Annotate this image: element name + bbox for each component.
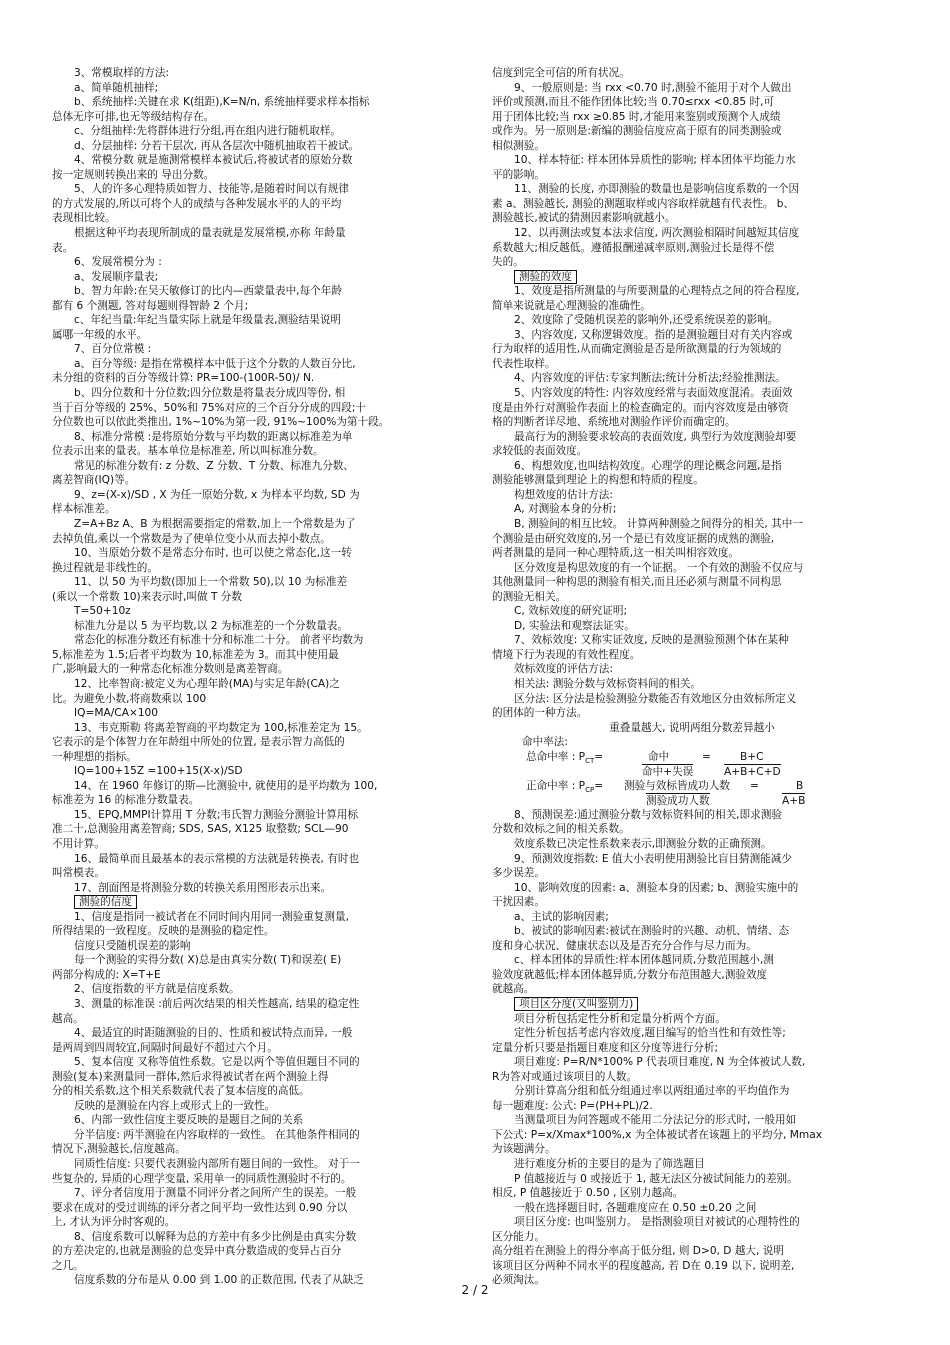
text-line: 区分法: 区分法是检验测验分数能否有效地区分由效标所定义	[514, 692, 797, 705]
text-line: 度是由外行对测验作表面上的检查确定的。而内容效度是由够资	[492, 401, 789, 414]
total-hit-rate-equals: =	[702, 750, 711, 763]
text-line: 分位数也可以依此类推出, 1%~10%为第一段, 91%~100%为第十段。	[52, 416, 390, 429]
text-line: 常态化的标准分数还有标准十分和标准二十分。 前者平均数为	[74, 634, 364, 647]
text-line: 6、构想效度,也叫结构效度。心理学的理论概念问题,是指	[514, 459, 782, 472]
positive-hit-rate-numerator: 测验与效标皆成功人数	[624, 779, 730, 792]
text-line: 定量分析只要是指题目难度和区分度等进行分析;	[492, 1041, 719, 1054]
text-line: 分别计算高分组和低分组通过率以两组通过率的平均值作为	[514, 1085, 790, 1098]
text-line: 常见的标准分数有: z 分数、Z 分数、T 分数、标准九分数、	[74, 459, 354, 472]
text-line: 越高。	[52, 1012, 84, 1025]
text-line: 测验能够测量到理论上的构想和特质的程度。	[492, 474, 704, 487]
text-line: C, 效标效度的研究证明;	[514, 605, 628, 618]
text-line: 10、样本特征: 样本团体异质性的影响; 样本团体平均能力水	[514, 154, 796, 167]
text-line: 3、测量的标准误 :前后两次结果的相关性越高, 结果的稳定性	[74, 998, 360, 1010]
text-line: 8、标准分常模 :是将原始分数与平均数的距离以标准差为单	[74, 430, 353, 443]
text-line: 上, 才认为评分时客观的。	[52, 1216, 176, 1229]
section-heading-box: 测验的信度	[74, 895, 137, 909]
text-line: 系数越大;相反越低。遵循报酬递减率原则,测验过长是得不偿	[492, 241, 775, 254]
text-line: 叫常模表。	[52, 867, 105, 880]
text-line: 1、信度是指同一被试者在不同时间内用同一测验重复测量,	[74, 910, 349, 923]
text-line: 的方式发展的,所以可将个人的成绩与各种发展水平的人的平均	[52, 197, 342, 210]
text-line: 用于团体比较;当 rxx ≥0.85 时,才能用来鉴别或预测个人成绩	[492, 110, 781, 123]
text-line: T=50+10z	[74, 605, 131, 618]
text-line: 4、常模分数 就是施测常模样本被试后,将被试者的原始分数	[74, 154, 353, 167]
text-line: a、主试的影响因素;	[514, 910, 609, 923]
text-line: 2、信度指数的平方就是信度系数。	[74, 983, 240, 996]
text-line: 格的判断者详尽地、系统地对测验作评价而确定的。	[492, 416, 736, 429]
text-line: 当测量项目为问答题或不能用二分法记分的形式时, 一般用如	[514, 1114, 797, 1127]
text-line: 当于百分等级的 25%、50%和 75%对应的三个百分分成的四段;十	[52, 401, 367, 414]
text-line: 该项目区分两种不同水平的程度越高, 若 D在 0.19 以下, 说明差,	[492, 1259, 795, 1272]
total-hit-rate-numerator-line	[492, 750, 892, 765]
text-line: 5、内容效度的特性: 内容效度经常与表面效度混淆。表面效	[514, 387, 793, 400]
text-line: 命中率法:	[522, 736, 568, 749]
text-line: 不用计算。	[52, 837, 105, 850]
text-line: 标准差为 16 的标准分数量表。	[52, 794, 200, 807]
text-line: 求较低的表面效度。	[492, 445, 588, 458]
text-line: B, 测验间的相互比较。 计算两种测验之间得分的相关, 其中一	[514, 517, 803, 530]
section-heading	[492, 997, 892, 1012]
right-column	[492, 66, 892, 1288]
text-line: 10、当原始分数不是常态分布时, 也可以使之常态化,这一转	[74, 547, 352, 560]
text-line: 离差智商(IQ)等。	[52, 474, 136, 487]
text-line: 按一定规则转换出来的 导出分数。	[52, 168, 215, 181]
text-line: 分半信度: 两半测验在内容取样的一致性。 在其他条件相同的	[74, 1128, 360, 1141]
text-line: 是两周到四周较宜,间隔时间最好不超过六个月。	[52, 1041, 278, 1054]
text-line: 失的。	[492, 256, 524, 269]
text-line: c、分组抽样:先将群体进行分组,再在组内进行随机取样。	[74, 125, 342, 138]
text-line: 下公式: P=x/Xmax*100%,x 为全体被试者在该题上的平均分, Mmax	[492, 1128, 823, 1141]
text-line: b、智力年龄:在吴天敏修订的比内—西蒙量表中,每个年龄	[74, 285, 342, 298]
text-line: 必须淘汰。	[492, 1274, 545, 1287]
text-line: 情况下,测验越长,信度越高。	[52, 1143, 186, 1156]
text-line: 一种理想的指标。	[52, 750, 137, 763]
text-line: 同质性信度: 只要代表测验内部所有题目间的一致性。 对于一	[74, 1158, 360, 1171]
right-column-part-b	[492, 808, 892, 1288]
positive-hit-rate-denominator-line	[492, 793, 892, 808]
text-line: 相关法: 测验分数与效标资料间的相关。	[514, 677, 702, 690]
text-line: 效度系数已决定性系数来表示,即测验分数的正确预测。	[514, 837, 772, 850]
text-line: 5、人的许多心理特质如智力、技能等,是随着时间以有规律	[74, 183, 349, 196]
positive-hit-rate-label: 正命中率 : $P_{CP}=$	[526, 779, 604, 794]
positive-hit-rate-numerator-letters: B	[796, 779, 804, 792]
text-line: 就越高。	[492, 983, 535, 996]
text-line: 进行难度分析的主要目的是为了筛选题目	[514, 1158, 705, 1171]
text-line: 每一个测验的实得分数( X)总是由真实分数( T)和误差( E)	[74, 954, 342, 967]
text-line: 6、内部一致性信度主要反映的是题目之间的关系	[74, 1114, 304, 1127]
text-line: 去掉负值,乘以一个常数是为了使单位变小从而去掉小数点。	[52, 532, 331, 545]
total-hit-rate-denominator-line	[492, 764, 892, 779]
text-line: 6、发展常模分为 :	[74, 256, 162, 269]
text-line: 项目难度: P=R/N*100% P 代表项目难度, N 为全体被试人数,	[514, 1056, 806, 1069]
text-line: IQ=MA/CA×100	[74, 707, 159, 720]
text-line: 行为取样的适用性,从而确定测验是否是所欲测量的行为领域的	[492, 343, 782, 356]
text-line: 每一题难度: 公式: P=(PH+PL)/2.	[492, 1099, 653, 1112]
text-line: 8、预测误差:通过测验分数与效标资料间的相关,即求测验	[514, 808, 782, 821]
text-line: 4、内容效度的评估:专家判断法;统计分析法;经验推测法。	[514, 372, 786, 385]
text-line: 评价或预测,而且不能作团体比较;当 0.70≤rxx <0.85 时,可	[492, 96, 775, 109]
text-line: 11、以 50 为平均数(即加上一个常数 50),以 10 为标准差	[74, 576, 348, 589]
text-line: 5、复本信度 又称等值性系数。它是以两个等值但题目不同的	[74, 1056, 360, 1069]
text-line: 比。为避免小数,将商数乘以 100	[52, 692, 207, 705]
text-line: a、百分等级: 是指在常模样本中低于这个分数的人数百分比,	[74, 357, 356, 370]
text-line: 17、剖面图是将测验分数的转换关系用图形表示出来。	[74, 881, 332, 894]
text-line: 一般在选择题目时, 各题难度应在 0.50 ±0.20 之间	[514, 1201, 757, 1214]
text-line: 14、在 1960 年修订的斯—比测验中, 就使用的是平均数为 100,	[74, 779, 378, 792]
text-line: 位表示出来的量表。基本单位是标准差, 所以叫标准分数。	[52, 445, 324, 458]
text-line: 度和身心状况、健康状态以及是否充分合作与尽力而为。	[492, 939, 757, 952]
text-line: 所得结果的一致程度。反映的是测验的稳定性。	[52, 925, 275, 938]
text-line: 两部分构成的: X=T+E	[52, 968, 161, 981]
text-line: 12、比率智商:被定义为心理年龄(MA)与实足年龄(CA)之	[74, 677, 340, 690]
text-line: 样本标准差。	[52, 503, 116, 516]
text-line: b、系统抽样:关键在求 K(组距),K=N/n, 系统抽样要求样本指标	[74, 96, 370, 109]
text-line: 9、一般原则是: 当 rxx <0.70 时,测验不能用于对个人做出	[514, 81, 792, 94]
text-line: 7、百分位常模 :	[74, 343, 152, 356]
text-line: 3、内容效度, 又称逻辑效度。指的是测验题目对有关内容或	[514, 328, 793, 341]
text-line: c、年纪当量:年纪当量实际上就是年级量表,测验结果说明	[74, 314, 342, 327]
text-line: 的团体的一种方法。	[492, 707, 588, 720]
text-line: d、分层抽样: 分若干层次, 再从各层次中随机抽取若干被试。	[74, 139, 360, 152]
text-line: 13、韦克斯勒 将离差智商的平均数定为 100,标准差定为 15。	[74, 721, 368, 734]
text-line: 信度只受随机误差的影响	[74, 939, 191, 952]
total-hit-rate-numerator: 命中	[648, 750, 670, 763]
text-line: 区分能力。	[492, 1230, 545, 1243]
text-line: 重叠量越大, 说明两组分数差异越小	[609, 721, 775, 734]
positive-hit-rate-numerator-line	[492, 779, 892, 794]
page-number: 2 / 2	[461, 1283, 489, 1297]
text-line: 表现相比较。	[52, 212, 116, 225]
text-line: 素 a、测验越长, 测验的测题取样或内容取样就越有代表性。 b、	[492, 197, 795, 210]
text-line: b、四分位数和十分位数;四分位数是将量表分成四等份, 相	[74, 387, 346, 400]
text-line: 其他测量同一种构思的测验有相关,而且还必须与测量不同构思	[492, 576, 782, 589]
text-line: 定性分析包括考虑内容效度,题目编写的恰当性和有效性等;	[514, 1027, 786, 1040]
text-line: 相似测验。	[492, 139, 545, 152]
text-line: 9、预测效度指数: E 值大小表明使用测验比盲目猜测能减少	[514, 852, 792, 865]
positive-hit-rate-denominator-letters: A+B	[782, 795, 806, 808]
text-line: 多少误差。	[492, 867, 545, 880]
text-line: 测验越长,被试的猜测因素影响就越小。	[492, 212, 676, 225]
text-line: 区分效度是构思效度的有一个证据。 一个有效的测验不仅应与	[514, 561, 804, 574]
text-line: 标准九分是以 5 为平均数,以 2 为标准差的一个分数量表。	[74, 619, 348, 632]
text-line: A, 对测验本身的分析;	[514, 503, 617, 516]
text-line: 11、测验的长度, 亦即测验的数量也是影响信度系数的一个因	[514, 183, 800, 196]
text-line: 验效度就越低;样本团体越异质,分数分布范围越大,测验效度	[492, 968, 768, 981]
text-line: 15、EPQ,MMPI计算用 T 分数;韦氏智力测验分测验计算用标	[74, 808, 359, 821]
text-line: 分数和效标之间的相关系数。	[492, 823, 630, 836]
text-line: 8、信度系数可以解释为总的方差中有多少比例是由真实分数	[74, 1230, 357, 1243]
text-line: 的测验无相关。	[492, 590, 567, 603]
text-line: 为该题满分。	[492, 1143, 556, 1156]
text-line: 情境下行为表现的有效性程度。	[492, 648, 641, 661]
text-line: 总体无序可排,也无等级结构存在。	[52, 110, 215, 123]
section-heading	[52, 895, 452, 910]
positive-hit-rate-equals: =	[750, 779, 759, 792]
text-line: 10、影响效度的因素: a、测验本身的因素; b、测验实施中的	[514, 881, 799, 894]
section-heading-box: 测验的效度	[514, 270, 577, 284]
text-line: 测验(复本)来测量同一群体,然后求得被试者在两个测验上得	[52, 1070, 329, 1083]
text-line: 高分组若在测验上的得分率高于低分组, 则 D>0, D 越大, 说明	[492, 1245, 784, 1258]
text-line: 最高行为的测验要求较高的表面效度, 典型行为效度测验却要	[514, 430, 797, 443]
text-line: 平的影响。	[492, 168, 545, 181]
total-hit-rate-numerator-letters: B+C	[740, 750, 764, 763]
text-line: 反映的是测验在内容上或形式上的一致性。	[74, 1099, 276, 1112]
text-line: 信度系数的分布是从 0.00 到 1.00 的正数范围, 代表了从缺乏	[74, 1274, 364, 1287]
text-line: 两者测量的是同一种心理特质,这一相关叫相容效度。	[492, 547, 740, 560]
text-line: 7、评分者信度用于测量不同评分者之间所产生的误差。一般	[74, 1187, 357, 1200]
total-hit-rate-label: 总命中率 : $P_{CT}=$	[526, 750, 604, 765]
positive-hit-rate-denominator: 测验成功人数	[646, 795, 710, 808]
right-column-part-a	[492, 66, 892, 750]
text-line: 表。	[52, 241, 74, 254]
text-line: 7、效标效度: 又称实证效度, 反映的是测验预测个体在某种	[514, 634, 789, 647]
text-line: 或作为。另一原则是:新编的测验信度应高于原有的同类测验或	[492, 125, 782, 138]
text-line: 9、z=(X-x)/SD , X 为任一原始分数, x 为样本平均数, SD 为	[74, 488, 360, 501]
text-line: (乘以一个常数 10)来表示时,叫做 T 分数	[52, 590, 242, 603]
text-line: Z=A+Bz A、B 为根据需要指定的常数,加上一个常数是为了	[74, 517, 356, 530]
text-line: 代表性取样。	[492, 357, 556, 370]
text-line: R为答对或通过该项目的人数。	[492, 1070, 638, 1083]
text-line: 4、最适宜的时距随测验的目的、性质和被试特点而异, 一般	[74, 1027, 353, 1040]
text-line: 5,标准差为 1.5;后者平均数为 10,标准差为 3。而其中使用最	[52, 648, 339, 661]
section-heading	[492, 270, 892, 285]
section-heading-box: 项目区分度(又叫鉴别力)	[514, 997, 638, 1011]
text-line: 干扰因素。	[492, 896, 545, 909]
text-line: 都有 6 个测题, 答对每题则得智龄 2 个月;	[52, 299, 249, 312]
text-line: c、样本团体的异质性:样本团体越同质,分数范围越小,测	[514, 954, 774, 967]
text-line: 未分组的资料的百分等级计算: PR=100-(100R-50)/ N.	[52, 372, 315, 385]
text-line: 换过程就是非线性的。	[52, 561, 158, 574]
text-line: 要求在成对的受过训练的评分者之间平均一致性达到 0.90 分以	[52, 1201, 348, 1214]
text-line: 信度到完全可信的所有状况。	[492, 67, 630, 79]
text-line: 之几。	[52, 1259, 84, 1272]
text-line: a、发展顺序量表;	[74, 270, 159, 283]
text-line: 根据这种平均表现所制成的量表就是发展常模,亦称 年龄量	[74, 227, 346, 240]
text-line: 项目分析包括定性分析和定量分析两个方面。	[514, 1012, 726, 1025]
text-line: 准二十,总测验用离差智商; SDS, SAS, X125 取整数; SCL—90	[52, 823, 349, 836]
text-line: a、简单随机抽样;	[74, 81, 159, 94]
text-line: 16、最简单而且最基本的表示常模的方法就是转换表, 有时也	[74, 852, 360, 865]
text-line: 效标效度的评估方法:	[514, 663, 613, 676]
text-line: 1、效度是指所测量的与所要测量的心理特点之间的符合程度,	[514, 285, 800, 298]
text-line: b、被试的影响因素:被试在测验时的兴趣、动机、情绪、态	[514, 925, 790, 938]
hit-rate-formula	[492, 750, 892, 808]
text-line: 分的相关系数,这个相关系数就代表了复本信度的高低。	[52, 1085, 310, 1098]
text-line: 3、常模取样的方法:	[74, 67, 170, 79]
text-line: 个测验是由研究效度的,另一个是已有效度证据的成熟的测验,	[492, 532, 775, 545]
left-column	[52, 66, 452, 1288]
text-line: 相反, P 值越接近于 0.50 , 区别力越高。	[492, 1187, 684, 1200]
text-line: 构想效度的估计方法:	[514, 488, 613, 501]
text-line: 它表示的是个体智力在年龄组中所处的位置, 是表示智力高低的	[52, 736, 345, 749]
text-line: 简单来说就是心理测验的准确性。	[492, 299, 651, 312]
text-line: 属哪一年级的水平。	[52, 328, 148, 341]
text-line: P 值越接近与 0 或接近于 1, 越无法区分被试间能力的差别。	[514, 1172, 798, 1185]
total-hit-rate-denominator-letters: A+B+C+D	[724, 766, 781, 779]
text-line: IQ=100+15Z =100+15(X-x)/SD	[74, 765, 243, 778]
text-line: 12、以再测法或复本法求信度, 两次测验相隔时间越短其信度	[514, 227, 800, 240]
text-line: 2、效度除了受随机误差的影响外,还受系统误差的影响。	[514, 314, 779, 327]
text-line: 项目区分度: 也叫鉴别力。 是指测验项目对被试的心理特性的	[514, 1216, 800, 1229]
text-line: 广,影响最大的一种常态化标准分数则是离差智商。	[52, 663, 289, 676]
text-line: D, 实验法和观察法证实。	[514, 619, 635, 632]
text-line: 的方差决定的,也就是测验的总变异中真分数造成的变异占百分	[52, 1245, 342, 1258]
total-hit-rate-denominator: 命中+失误	[642, 766, 694, 779]
text-line: 些复杂的, 异质的心理学变量, 采用单一的同质性测验时不行的。	[52, 1172, 352, 1185]
